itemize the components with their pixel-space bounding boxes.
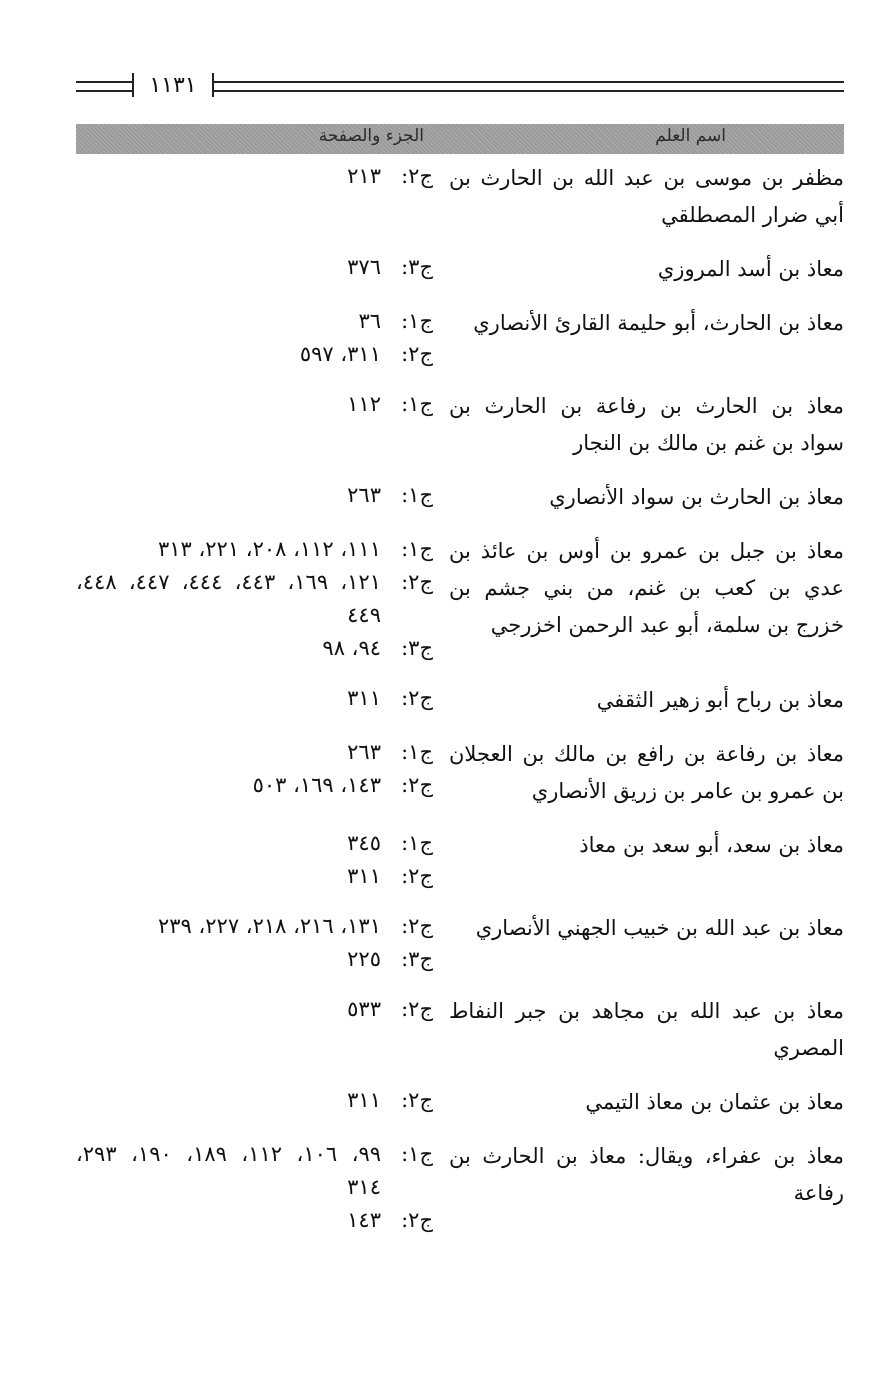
entry-references: [76, 1138, 449, 1237]
volume-label: ج٢:: [401, 164, 433, 188]
volume-reference: [76, 1204, 433, 1237]
entry-references: [76, 993, 449, 1067]
page-numbers: ١٣١، ٢١٦، ٢١٨، ٢٢٧، ٢٣٩: [157, 914, 381, 938]
volume-reference: [76, 736, 433, 769]
entry-references: [76, 827, 449, 893]
page-numbers: ٢٦٣: [347, 483, 381, 507]
entry-name: معاذ بن جبل بن عمرو بن أوس بن عائذ بن عدي بن كعب بن غنم، من بني جشم بن خزرج بن سلمة، أبو عبد الرحمن اخزرجي: [449, 539, 844, 637]
volume-label: ج١:: [401, 1142, 433, 1166]
entry-name: معاذ بن الحارث بن رفاعة بن الحارث بن سواد بن غنم بن مالك بن النجار: [449, 394, 844, 455]
volume-reference: [76, 632, 433, 665]
volume-label: ج٣:: [401, 255, 433, 279]
volume-label: ج٢:: [401, 342, 433, 366]
page-numbers: ١١٢: [347, 392, 381, 416]
page-numbers: ٣٤٥: [347, 831, 381, 855]
page-numbers: ١٢١، ١٦٩، ٤٤٣، ٤٤٤، ٤٤٧، ٤٤٨، ٤٤٩: [76, 570, 381, 627]
entry-references: [76, 479, 449, 516]
volume-reference: [76, 251, 433, 284]
page-numbers: ١١١، ١١٢، ٢٠٨، ٢٢١، ٣١٣: [157, 537, 381, 561]
volume-reference: [76, 910, 433, 943]
index-entry: [76, 1138, 844, 1237]
volume-reference: [76, 993, 433, 1026]
page-numbers: ٢٢٥: [347, 947, 381, 971]
entry-name: معاذ بن أسد المروزي: [657, 257, 844, 281]
volume-label: ج٢:: [401, 773, 433, 797]
entry-name: معاذ بن عبد الله بن مجاهد بن جبر النفاط المصري: [449, 999, 844, 1060]
page-numbers: ٣١١: [347, 686, 381, 710]
page-header: [76, 72, 844, 102]
volume-reference: [76, 943, 433, 976]
volume-reference: [76, 1138, 433, 1204]
index-entry: [76, 533, 844, 665]
volume-label: ج١:: [401, 309, 433, 333]
page-numbers: ٢١٣: [347, 164, 381, 188]
volume-label: ج٢:: [401, 686, 433, 710]
volume-label: ج٢:: [401, 864, 433, 888]
page-numbers: ٣٦: [358, 309, 381, 333]
entry-name: معاذ بن عثمان بن معاذ التيمي: [585, 1090, 844, 1114]
index-entry: [76, 305, 844, 371]
page-numbers: ٥٣٣: [347, 997, 381, 1021]
entry-name: معاذ بن عبد الله بن خبيب الجهني الأنصاري: [475, 916, 844, 940]
volume-label: ج١:: [401, 537, 433, 561]
entry-references: [76, 910, 449, 976]
entry-name: معاذ بن سعد، أبو سعد بن معاذ: [579, 833, 844, 857]
entry-references: [76, 305, 449, 371]
index-entry: [76, 1084, 844, 1121]
index-entry: [76, 479, 844, 516]
entry-name: معاذ بن عفراء، ويقال: معاذ بن الحارث بن رفاعة: [449, 1144, 844, 1205]
entry-references: [76, 251, 449, 288]
entry-name: مظفر بن موسى بن عبد الله بن الحارث بن أبي ضرار المصطلقي: [449, 166, 844, 227]
entry-name: معاذ بن الحارث بن سواد الأنصاري: [549, 485, 844, 509]
volume-reference: [76, 682, 433, 715]
volume-reference: [76, 160, 433, 193]
volume-label: ج٢:: [401, 1088, 433, 1112]
column-header-bar: [76, 124, 844, 154]
index-entry: [76, 736, 844, 810]
page-numbers: ١٤٣، ١٦٩، ٥٠٣: [252, 773, 381, 797]
entry-references: [76, 1084, 449, 1121]
entry-references: [76, 388, 449, 462]
volume-label: ج٣:: [401, 636, 433, 660]
page-numbers: ١٤٣: [347, 1208, 381, 1232]
entry-name: معاذ بن الحارث، أبو حليمة القارئ الأنصاري: [473, 311, 844, 335]
index-entry: [76, 160, 844, 234]
volume-label: ج٣:: [401, 947, 433, 971]
entry-name: معاذ بن رفاعة بن رافع بن مالك بن العجلان بن عمرو بن عامر بن زريق الأنصاري: [449, 742, 844, 803]
page-number: ١١٣١: [149, 73, 197, 98]
page-numbers: ٣١١، ٥٩٧: [299, 342, 381, 366]
page-numbers: ٩٤، ٩٨: [322, 636, 381, 660]
index-entry: [76, 682, 844, 719]
entry-name: معاذ بن رباح أبو زهير الثقفي: [596, 688, 844, 712]
volume-label: ج١:: [401, 740, 433, 764]
index-entry: [76, 251, 844, 288]
volume-reference: [76, 860, 433, 893]
index-entry: [76, 388, 844, 462]
index-entry: [76, 993, 844, 1067]
page-numbers: ٩٩، ١٠٦، ١١٢، ١٨٩، ١٩٠، ٢٩٣، ٣١٤: [76, 1142, 382, 1199]
volume-reference: [76, 827, 433, 860]
volume-reference: [76, 479, 433, 512]
page-numbers: ٢٦٣: [347, 740, 381, 764]
volume-label: ج٢:: [401, 914, 433, 938]
volume-label: ج٢:: [401, 997, 433, 1021]
volume-reference: [76, 1084, 433, 1117]
volume-label: ج٢:: [401, 570, 433, 594]
index-entries: [76, 160, 844, 1254]
volume-reference: [76, 388, 433, 421]
page-numbers: ٣٧٦: [347, 255, 381, 279]
entry-references: [76, 682, 449, 719]
volume-reference: [76, 769, 433, 802]
column-header-pages: الجزء والصفحة: [318, 126, 424, 146]
volume-reference: [76, 338, 433, 371]
page-numbers: ٣١١: [347, 1088, 381, 1112]
volume-label: ج١:: [401, 483, 433, 507]
volume-reference: [76, 533, 433, 566]
header-rule-right: [214, 81, 844, 92]
column-header-name: اسم العلم: [655, 126, 726, 146]
volume-label: ج٢:: [401, 1208, 433, 1232]
volume-label: ج١:: [401, 392, 433, 416]
page-numbers: ٣١١: [347, 864, 381, 888]
entry-references: [76, 736, 449, 810]
entry-references: [76, 533, 449, 665]
volume-label: ج١:: [401, 831, 433, 855]
volume-reference: [76, 566, 433, 632]
entry-references: [76, 160, 449, 234]
index-entry: [76, 827, 844, 893]
volume-reference: [76, 305, 433, 338]
header-rule-left: [76, 81, 132, 92]
index-entry: [76, 910, 844, 976]
